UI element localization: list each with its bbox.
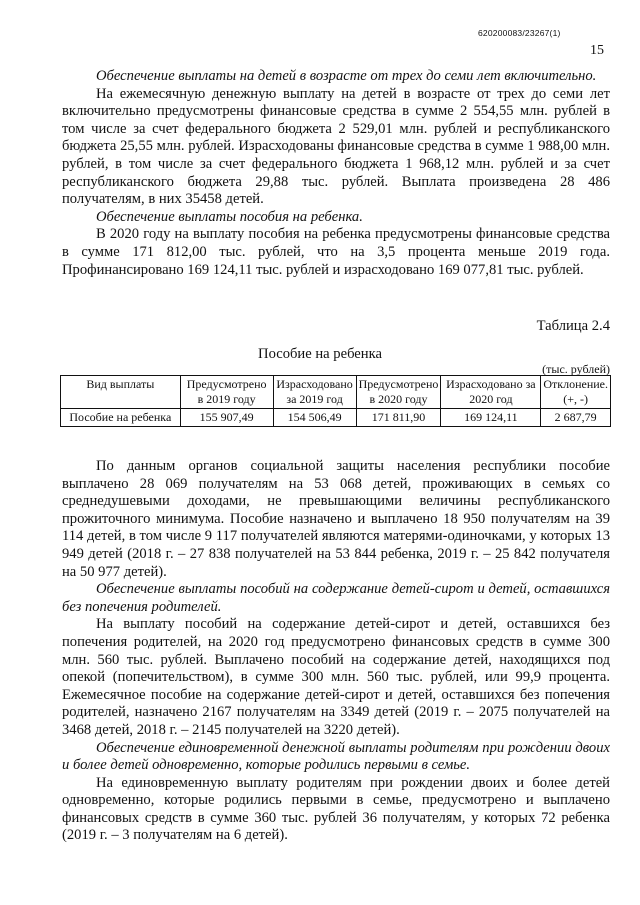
table-header-cell: Израсходовано за 2019 год [273, 376, 356, 409]
allowance-table [60, 375, 611, 427]
table-header-cell: Вид выплаты [61, 376, 181, 409]
paragraph-recipients: По данным органов социальной защиты населения республики пособие выплачено 28 069 получателям на 53 068 детей, проживающих в семьях со среднедушевыми доходами, не превышающими величины республиканского прожиточного минимума. Пособие назначено и выплачено 18 950 получателям на 39 114 детей, в том числе 9 117 получателей являются матерями-одиночками, у которых 13 949 детей (2018 г. – 27 838 получателей на 53 844 ребенка, 2019 г. – 25 842 получателя на 50 977 детей). [62, 458, 610, 580]
table-caption: Таблица 2.4 [536, 318, 610, 334]
section-text-child-allowance: В 2020 году на выплату пособия на ребенка предусмотрены финансовые средства в сумме 171 812,00 тыс. рублей, что на 3,5 процента меньше 2019 года. Профинансировано 169 124,11 тыс. рублей и израсходовано 169 077,81 тыс. рублей. [62, 226, 610, 278]
table-cell: 171 811,90 [356, 409, 441, 427]
section-heading-child-allowance: Обеспечение выплаты пособия на ребенка. [96, 208, 363, 225]
intro-sections [62, 68, 610, 279]
table-header-cell: Предусмотрено в 2019 году [180, 376, 273, 409]
section-heading-3-7-years: Обеспечение выплаты на детей в возрасте от трех до семи лет включительно. [96, 68, 597, 84]
document-number: 620200083/23267(1) [478, 28, 561, 38]
table-units: (тыс. рублей) [542, 362, 610, 376]
table-cell: 2 687,79 [541, 409, 611, 427]
table-cell: 169 124,11 [441, 409, 541, 427]
table-row [61, 409, 611, 427]
table-header-row [61, 376, 611, 409]
section-text-3-7-years: На ежемесячную денежную выплату на детей в возрасте от трех до семи лет включительно предусмотрены финансовые средства в сумме 2 554,55 млн. рублей в том числе за счет федерального бюджета 2 529,01 млн. рублей и республиканского бюджета 25,55 млн. рублей. Израсходованы финансовые средства в сумме 1 988,00 млн. рублей, в том числе за счет федерального бюджета 1 968,12 млн. рублей и за счет республиканского бюджета 29,88 тыс. рублей. Выплата произведена 28 486 получателям, в них 35458 детей. [62, 85, 610, 208]
paragraph-orphans: На выплату пособий на содержание детей-сирот и детей, оставшихся без попечения родителей, на 2020 год предусмотрено финансовых средств в сумме 300 млн. 560 тыс. рублей. Выплачено пособий на содержание детей, находящихся под опекой (попечительством), в сумме 300 млн. 560 тыс. рублей, или 99,9 процента. Ежемесячное пособие на содержание детей-сирот и детей, оставшихся без попечения родителей, назначено 2167 получателям на 3349 детей (2019 г. – 2075 получателей на 3468 детей, 2018 г. – 2145 получателей на 3220 детей). [62, 616, 610, 738]
table-cell: 154 506,49 [273, 409, 356, 427]
table-header-cell: Отклонение. (+, -) [541, 376, 611, 409]
section-heading-orphans: Обеспечение выплаты пособий на содержание детей-сирот и детей, оставшихся без попечения родителей. [62, 581, 610, 615]
table-title: Пособие на ребенка [258, 346, 382, 362]
table-header-cell: Предусмотрено в 2020 году [356, 376, 441, 409]
section-heading-twins: Обеспечение единовременной денежной выплаты родителям при рождении двоих и более детей одновременно, которые родились первыми в семье. [62, 739, 610, 774]
table-cell: 155 907,49 [180, 409, 273, 427]
after-table-sections [62, 458, 610, 845]
page-number: 15 [590, 43, 604, 58]
paragraph-twins: На единовременную выплату родителям при рождении двоих и более детей одновременно, которые родились первыми в семье, предусмотрено и выплачено финансовых средств в сумме 360 тыс. рублей 36 получателям, у которых 72 ребенка (2019 г. – 3 получателям на 6 детей). [62, 774, 610, 844]
table-cell: Пособие на ребенка [61, 409, 181, 427]
table-header-cell: Израсходовано за 2020 год [441, 376, 541, 409]
